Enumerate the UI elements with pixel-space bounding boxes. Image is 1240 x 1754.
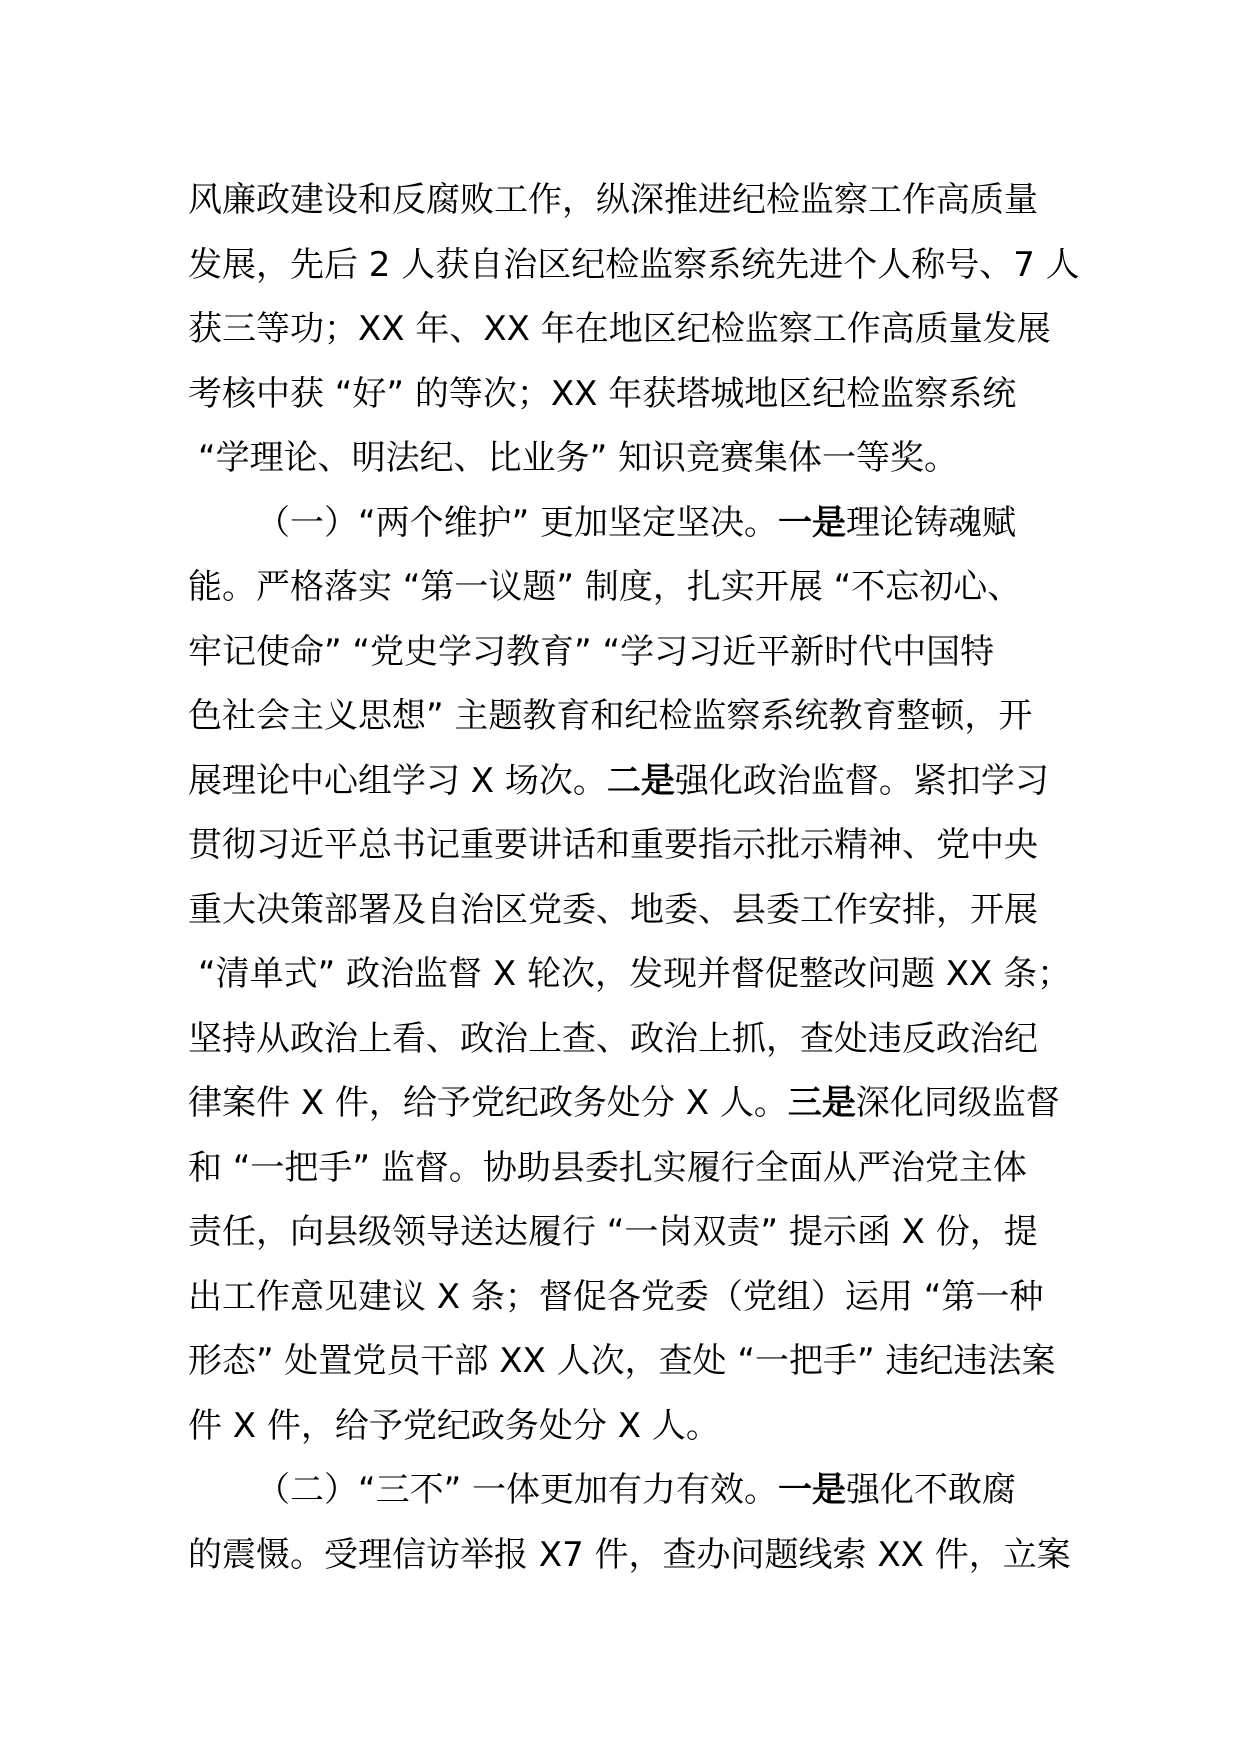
text-segment: 的震慑。受理信访举报 X7 件，查办问题线索 XX 件，立案 — [188, 1534, 1071, 1575]
text-line — [188, 491, 1058, 556]
text-line — [188, 813, 1058, 878]
text-line — [188, 1523, 1071, 1588]
bold-lead-phrase: 一是 — [778, 1470, 847, 1510]
text-line — [188, 620, 1058, 685]
text-segment: 坚持从政治上看、政治上查、政治上抓，查处违反政治纪 — [188, 1018, 1038, 1059]
text-segment: 牢记使命” “党史学习教育” “学习习近平新时代中国特 — [188, 631, 995, 672]
text-segment: 风廉政建设和反腐败工作，纵深推进纪检监察工作高质量 — [188, 180, 1038, 220]
text-line — [188, 297, 1058, 362]
text-segment: 能。严格落实 “第一议题” 制度，扎实开展 “不忘初心、 — [188, 567, 1022, 607]
text-line — [188, 1071, 1058, 1136]
text-segment: “清单式” 政治监督 X 轮次，发现并督促整改问题 XX 条； — [198, 954, 1072, 994]
text-segment: 出工作意见建议 X 条；督促各党委（党组）运用 “第一种 — [188, 1276, 1044, 1317]
text-segment: 深化同级监督 — [855, 1083, 1060, 1123]
text-segment: 展理论中心组学习 X 场次。 — [188, 760, 607, 801]
body-text — [188, 168, 1080, 1587]
text-line — [188, 684, 1058, 749]
text-line — [188, 233, 1080, 298]
text-segment: 重大决策部署及自治区党委、地委、县委工作安排，开展 — [188, 889, 1038, 930]
text-segment: 件 X 件，给予党纪政务处分 X 人。 — [188, 1405, 720, 1446]
text-segment: 强化政治监督。紧扣学习 — [674, 760, 1049, 801]
text-line — [188, 1458, 1058, 1523]
text-line — [188, 1265, 1058, 1330]
text-line — [188, 1007, 1058, 1072]
text-line — [188, 1136, 1058, 1201]
text-line — [188, 749, 1058, 814]
text-line — [188, 1329, 1058, 1394]
text-segment: 律案件 X 件，给予党纪政务处分 X 人。 — [188, 1083, 788, 1123]
text-segment: 发展，先后 2 人获自治区纪检监察系统先进个人称号、7 人 — [188, 244, 1080, 285]
text-segment: “学理论、明法纪、比业务” 知识竞赛集体一等奖。 — [198, 438, 959, 478]
text-line — [188, 362, 1058, 427]
text-segment: 色社会主义思想” 主题教育和纪检监察系统教育整顿，开 — [188, 696, 1033, 736]
text-line — [188, 1200, 1058, 1265]
text-line — [188, 426, 1058, 491]
bold-lead-phrase: 二是 — [606, 760, 675, 801]
text-segment: 贯彻习近平总书记重要讲话和重要指示批示精神、党中央 — [188, 825, 1038, 865]
text-segment: 和 “一把手” 监督。协助县委扎实履行全面从严治党主体 — [188, 1147, 1027, 1188]
text-segment: 理论铸魂赋 — [846, 502, 1017, 543]
text-segment: （一）“两个维护” 更加坚定坚决。 — [256, 502, 779, 543]
text-segment: （二）“三不” 一体更加有力有效。 — [256, 1470, 779, 1510]
text-line — [188, 942, 1072, 1007]
text-line — [188, 168, 1058, 233]
text-segment: 形态” 处置党员干部 XX 人次，查处 “一把手” 违纪违法案 — [188, 1341, 1056, 1381]
bold-lead-phrase: 一是 — [778, 502, 847, 543]
text-line — [188, 1394, 1058, 1459]
bold-lead-phrase: 三是 — [787, 1083, 856, 1123]
text-segment: 获三等功；XX 年、XX 年在地区纪检监察工作高质量发展 — [188, 309, 1051, 349]
text-segment: 强化不敢腐 — [846, 1470, 1017, 1510]
text-line — [188, 878, 1058, 943]
text-line — [188, 555, 1058, 620]
text-segment: 考核中获 “好” 的等次；XX 年获塔城地区纪检监察系统 — [188, 373, 1017, 414]
text-segment: 责任，向县级领导送达履行 “一岗双责” 提示函 X 份，提 — [188, 1212, 1038, 1252]
